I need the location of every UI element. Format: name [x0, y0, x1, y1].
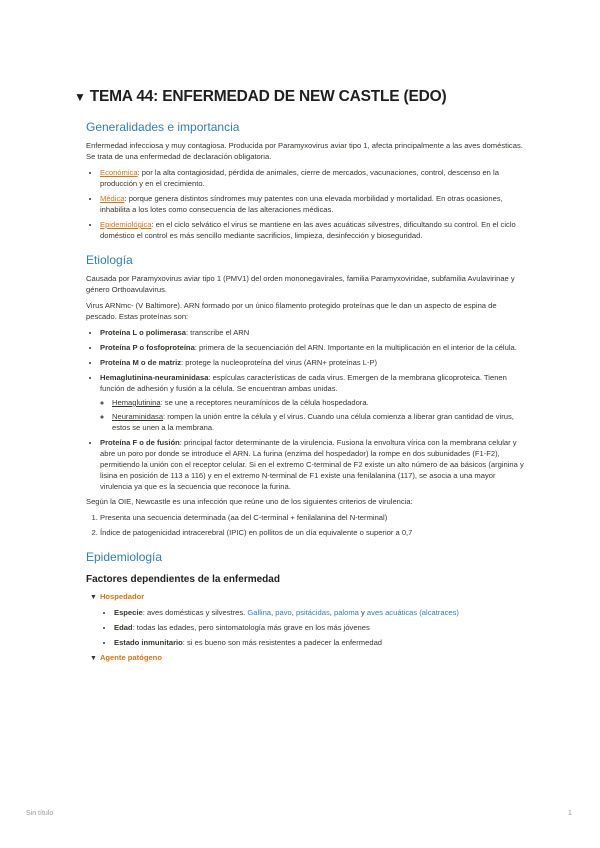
list-item: • Edad: todas las edades, pero sintomatología más grave en los más jóvenes: [114, 622, 526, 633]
section-heading-epidemiologia: Epidemiología: [86, 550, 163, 564]
link-psitacidas[interactable]: psitácidas: [295, 608, 330, 617]
section-heading-generalidades: Generalidades e importancia: [86, 120, 240, 134]
link-medica[interactable]: Médica: [100, 194, 125, 203]
list-item: • Proteína L o polimerasa: transcribe el ARN: [100, 327, 526, 338]
list-item: • Estado inmunitario: si es bueno son más resistentes a padecer la enfermedad: [114, 637, 526, 648]
list-item: • Proteína P o fosfoproteína: primera de la secuenciación del ARN. Importante en la multiplicación en el interior de la célula.: [100, 342, 526, 353]
toggle-hospedador-body: [86, 607, 526, 648]
toggle-triangle-icon[interactable]: ▼: [90, 655, 97, 662]
section-heading-etiologia: Etiología: [86, 253, 133, 267]
paragraph: Según la OIE, Newcastle es una infección que reúne uno de los siguientes criterios de virulencia:: [86, 497, 413, 506]
link-epidemiologica[interactable]: Epidemiológica: [100, 220, 152, 229]
list-item: • Especie: aves domésticas y silvestres. Gallina, pavo, psitácidas, paloma y aves acuáticas (alcatraces): [114, 607, 526, 618]
toggle-triangle-icon[interactable]: ▼: [74, 90, 86, 104]
list-item: 2. Índice de patogenicidad intracerebral (IPIC) en pollitos de un día equivalente o superior a 0,7: [100, 527, 526, 538]
list-item: • Proteína M o de matriz: protege la nucleoproteína del virus (ARN+ proteínas L-P): [100, 357, 526, 368]
link-pavo[interactable]: pavo: [275, 608, 292, 617]
paragraph: Causada por Paramyxovirus aviar tipo 1 (PMV1) del orden mononegavirales, familia Paramyxoviridae, subfamilia Avulavirinae y género Orthoavulavirus.: [86, 274, 515, 294]
link-economica[interactable]: Económica: [100, 168, 138, 177]
link-gallina[interactable]: Gallina: [247, 608, 272, 617]
criteria-list: [86, 512, 526, 538]
list-item: • Hemaglutinina-neuraminidasa: espículas características de cada virus. Emergen de la membrana glicoproteica. Tienen función de adhesión y fusión a la célula. Se encuentran ambas unidas. ◦ Hemaglutinina: se une a receptores neuramínicos de la célula hospedadora. ◦ Neuraminidasa: rompen la unión entre la célula y el virus. Cuando una célula comienza a liberar gran cantidad de virus, estos se unen a la membrana.: [100, 372, 526, 433]
host-list: [100, 607, 526, 648]
footer-document-name: Sin título: [26, 810, 54, 817]
list-item: • Proteína F o de fusión: principal factor determinante de la virulencia. Fusiona la envoltura vírica con la membrana celular y abre un poro por donde se introduce el ARN. La furina (enzima del hospedador) la rompe en dos subunidades (F1-F2), permitiendo la unión con el receptor celular. Si en el extremo C-terminal de F2 existe un alto número de aa básicos (arginina y lisina en posición de 113 a 116) y en el extremo N-terminal de F1 existe una fenilalanina (117), se asocia a una mayor virulencia ya que es la secuencia que reconoce la furina.: [100, 437, 526, 492]
paragraph: Virus ARNmc- (V Baltimore). ARN formado por un único filamento protegido proteínas que le dan un aspecto de espina de pescado. Estas proteínas son:: [86, 301, 497, 321]
importance-list: [86, 167, 526, 241]
sub-list: [100, 397, 526, 433]
toggle-triangle-icon[interactable]: ▼: [90, 594, 97, 601]
protein-list: [86, 327, 526, 492]
document-page: [74, 88, 526, 668]
footer-page-number: 1: [568, 810, 572, 817]
list-item: • Económica: por la alta contagiosidad, pérdida de animales, cierre de mercados, vacunaciones, control, descenso en la producción y en el crecimiento.: [100, 167, 526, 189]
list-item: 1. Presenta una secuencia determinada (aa del C-terminal + fenilalanina del N-terminal): [100, 512, 526, 523]
toggle-hospedador[interactable]: ▼ Hospedador: [90, 592, 145, 601]
link-paloma[interactable]: paloma: [333, 608, 359, 617]
toggle-agente-patogeno[interactable]: ▼ Agente patógeno: [90, 653, 162, 662]
link-aves-acuaticas[interactable]: aves acuáticas (alcatraces): [366, 608, 459, 617]
subsection-heading: Factores dependientes de la enfermedad: [86, 574, 280, 585]
sub-list-item: ◦ Hemaglutinina: se une a receptores neuramínicos de la célula hospedadora.: [112, 397, 526, 408]
list-item: • Epidemiológica: en el ciclo selvático el virus se mantiene en las aves acuáticas silvestres, dificultando su control. En el ciclo doméstico el control es más sencillo mediante sacrificios, limpieza, desinfección y bioseguridad.: [100, 219, 526, 241]
sub-list-item: ◦ Neuraminidasa: rompen la unión entre la célula y el virus. Cuando una célula comienza a liberar gran cantidad de virus, estos se unen a la membrana.: [112, 411, 526, 433]
list-item: • Médica: porque genera distintos síndromes muy patentes con una elevada morbilidad y mortalidad. En otras ocasiones, inhabilita a los lotes como consecuencia de las alteraciones médicas.: [100, 193, 526, 215]
page-title[interactable]: ▼ TEMA 44: ENFERMEDAD DE NEW CASTLE (EDO): [74, 88, 447, 105]
paragraph: Enfermedad infecciosa y muy contagiosa. Producida por Paramyxovirus aviar tipo 1, afecta principalmente a las aves domésticas. Se trata de una enfermedad de declaración obligatoria.: [86, 141, 523, 161]
